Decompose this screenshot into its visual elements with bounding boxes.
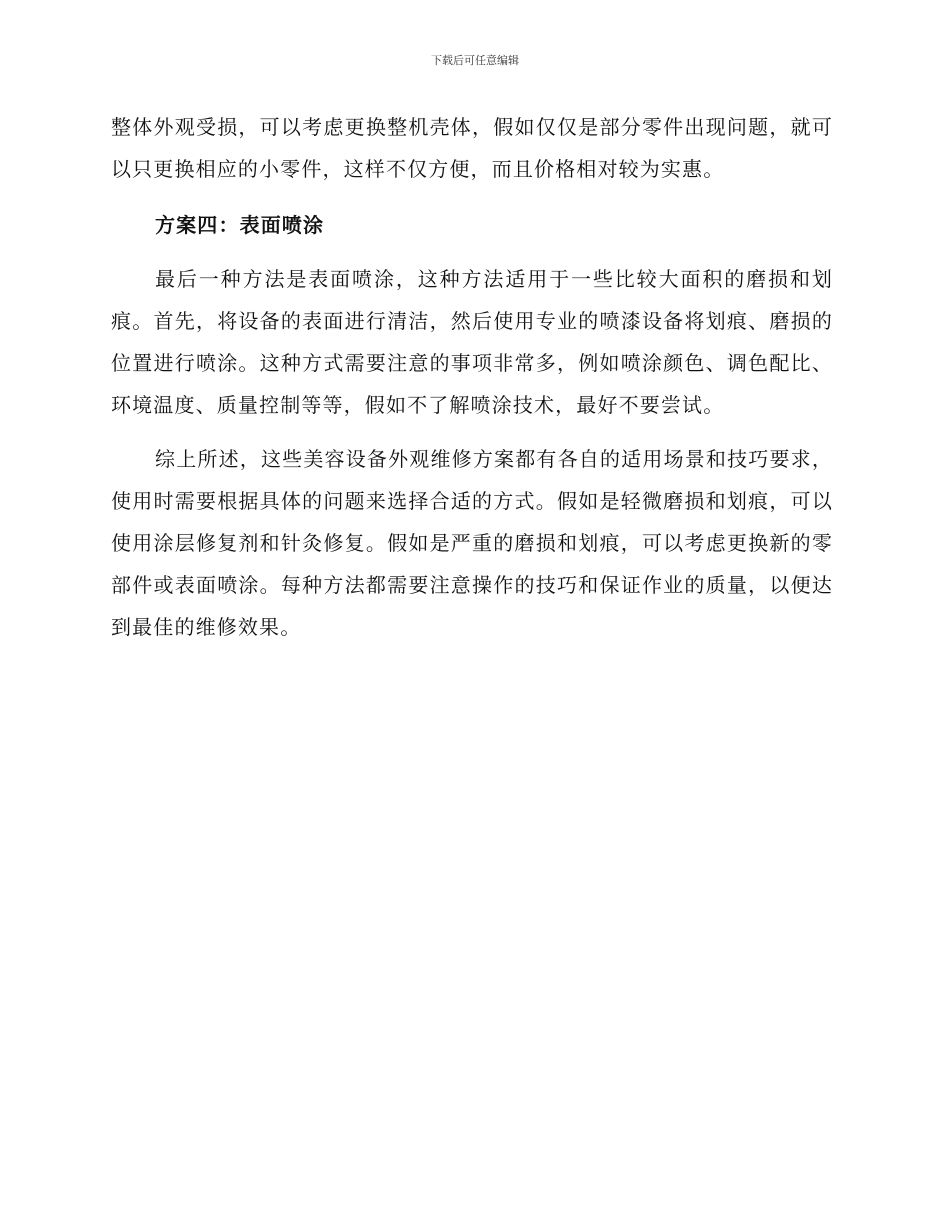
body-paragraph-continued: 整体外观受损，可以考虑更换整机壳体，假如仅仅是部分零件出现问题，就可以只更换相应的小零件，这样不仅方便，而且价格相对较为实惠。: [111, 115, 833, 181]
document-body: [111, 106, 833, 648]
section-heading: 方案四：表面喷涂: [155, 213, 325, 237]
page-header: 下载后可任意编辑: [431, 54, 519, 67]
body-paragraph-summary: 综上所述，这些美容设备外观维修方案都有各自的适用场景和技巧要求，使用时需要根据具体的问题来选择合适的方式。假如是轻微磨损和划痕，可以使用涂层修复剂和针灸修复。假如是严重的磨损和划痕，可以考虑更换新的零部件或表面喷涂。每种方法都需要注意操作的技巧和保证作业的质量，以便达到最佳的维修效果。: [111, 447, 833, 639]
body-paragraph-spray-coating: 最后一种方法是表面喷涂，这种方法适用于一些比较大面积的磨损和划痕。首先，将设备的表面进行清洁，然后使用专业的喷漆设备将划痕、磨损的位置进行喷涂。这种方式需要注意的事项非常多，例如喷涂颜色、调色配比、环境温度、质量控制等等，假如不了解喷涂技术，最好不要尝试。: [111, 267, 833, 417]
